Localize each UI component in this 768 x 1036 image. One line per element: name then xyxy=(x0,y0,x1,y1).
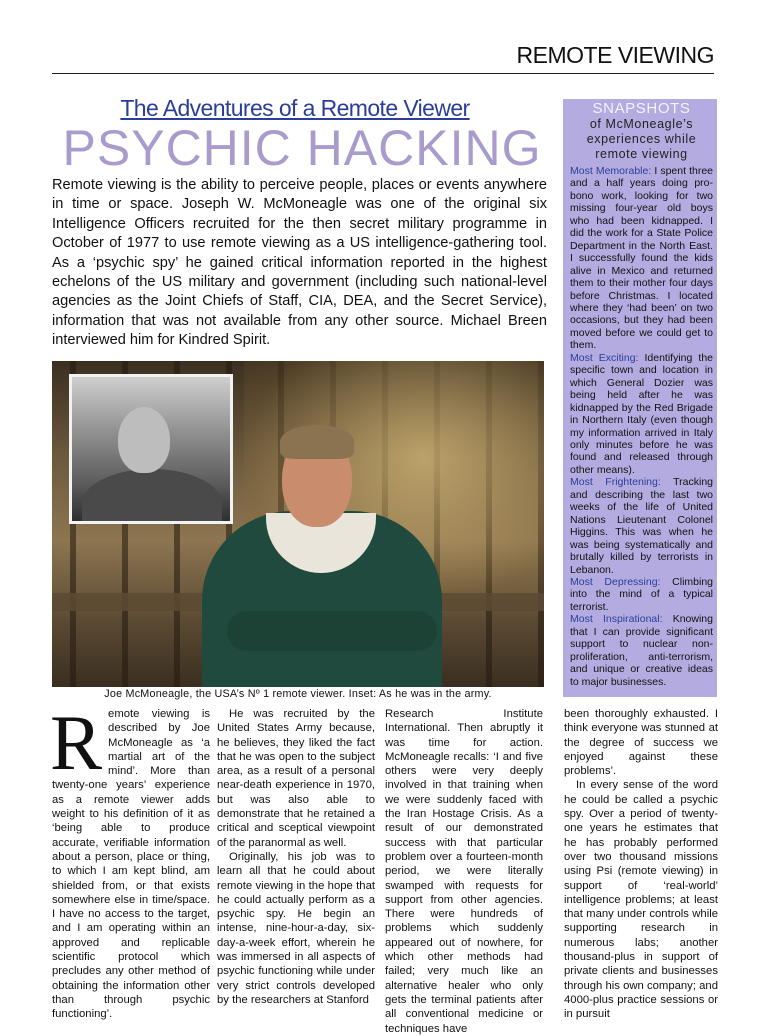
photo-caption: Joe McMoneagle, the USA’s Nº 1 remote viewer. Inset: As he was in the army. xyxy=(104,688,492,700)
sidebar-item-label: Most Frightening: xyxy=(570,476,661,489)
body-paragraph: In every sense of the word he could be called a psychic spy. Over a period of twenty-one years he estimates that he has probably performed over two thousand missions using Psi (remote viewing) in support of ‘real-world’ intelligence problems; at least that many under controls while supporting research in numerous labs; another thousand-plus in support of private clients and businesses through his own company; and 4000-plus practice sessions or in pursuit xyxy=(564,779,718,1021)
drop-cap: R xyxy=(50,699,103,786)
sidebar-item-depressing xyxy=(570,576,713,613)
article-standfirst: Remote viewing is the ability to perceive people, places or events anywhere in time or space. Joseph W. McMoneagle was one of the original six Intelligence Officers recruited for the then secret military programme in October of 1977 to use remote viewing as a US intelligence-gathering tool. As a ‘psychic spy’ he gained critical information reported in the highest echelons of the US military and government (including such national-level agencies as the Joint Chiefs of Staff, CIA, DEA, and the Secret Service), information that was not available from any other source. Michael Breen interviewed him for Kindred Spirit. xyxy=(52,177,547,349)
inset-image xyxy=(72,377,230,521)
body-column-2 xyxy=(217,707,375,1007)
sidebar-item-memorable xyxy=(570,165,713,352)
sidebar-title: SNAPSHOTS xyxy=(592,100,691,117)
sidebar-item-label: Most Memorable: xyxy=(570,165,652,177)
article-headline: PSYCHIC HACKING xyxy=(62,120,542,176)
body-column-3 xyxy=(385,707,543,1036)
body-paragraph: been thoroughly exhausted. I think everyone was stunned at the degree of success we enjoyed against these problems’. xyxy=(564,708,718,778)
header-rule xyxy=(52,73,714,74)
snapshots-sidebar xyxy=(563,99,717,697)
inset-face xyxy=(118,407,170,473)
man-hair xyxy=(280,425,354,459)
main-photo xyxy=(52,361,544,687)
sidebar-item-text: I spent three and a half years doing pro-bono work, looking for two missing four-year old boys who had been kidnapped. I did the work for a State Police Department in the North East. I successfully found the kids alive in Mexico and returned them to their mother four days before Christmas. I located where they ‘had been’ on two occasions, but they had been moved before we could get to them. xyxy=(570,165,713,352)
sidebar-item-label: Most Inspirational: xyxy=(570,613,663,626)
sidebar-body xyxy=(570,165,713,688)
sidebar-item-inspirational xyxy=(570,613,713,688)
sidebar-item-label: Most Exciting: xyxy=(570,351,639,364)
body-paragraph: He was recruited by the United States Army because, he believes, they liked the fact that he was open to the subject area, as a result of a personal near-death experience in 1970, but was also able to demonstrate that he retained a critical and sceptical viewpoint of the paranormal as well. xyxy=(217,708,375,849)
sidebar-item-label: Most Depressing: xyxy=(570,575,661,588)
inset-army-photo xyxy=(69,374,233,524)
sidebar-item-text: Identifying the specific town and location in which General Dozier was being held after he was kidnapped by the Red Brigade in Northern Italy (even though my information arrived in Italy only minutes before he was found and released through other means). xyxy=(570,351,713,476)
article-kicker: The Adventures of a Remote Viewer xyxy=(120,95,470,121)
sidebar-item-text: Tracking and describing the last two weeks of the life of United Nations Lieutenant Colonel Higgins. This was when he was being systematically and brutally killed by terrorists in Lebanon. xyxy=(570,476,713,576)
sidebar-item-exciting xyxy=(570,352,713,477)
inset-uniform xyxy=(82,469,222,521)
body-column-4 xyxy=(564,707,718,1022)
sidebar-subtitle: of McMoneagle’s experiences while remote viewing xyxy=(586,117,697,161)
body-paragraph: emote viewing is described by Joe McMoneagle as ‘a martial art of the mind’. More than twenty-one years’ experience as a remote viewer adds weight to his definition of it as ‘being able to produce accurate, verifiable information about a person, place or thing, to which I am kept blind, am shielded from, or that exists somewhere else in time/space. I have no access to the target, and I am operating within an approved and replicable scientific protocol which precludes any other method of obtaining the information other than through psychic functioning’. xyxy=(52,708,210,1021)
sidebar-item-text: Knowing that I can provide significant support to nuclear non-proliferation, anti-terrorism, and unique or creative ideas to major businesses. xyxy=(570,613,713,688)
body-column-1 xyxy=(50,699,210,1022)
sidebar-item-text: Climbing into the mind of a typical terrorist. xyxy=(570,575,713,613)
body-paragraph: Originally, his job was to learn all that he could about remote viewing in the hope that he could actually perform as a psychic spy. He begin an intense, nine-hour-a-day, six-day-a-week effort, wherein he was immersed in all aspects of psychic functioning while under very strict controls developed by the researchers at Stanford xyxy=(217,850,375,1006)
sidebar-item-frightening xyxy=(570,476,713,576)
man-folded-arms xyxy=(227,611,437,651)
section-title: REMOTE VIEWING xyxy=(516,42,714,68)
body-paragraph: Research Institute International. Then abruptly it was time for action. McMoneagle recalls: ‘I and five others were very deeply involved in that training when we were suddenly faced with the Iran Hostage Crisis. As a result of our demonstrated success with that particular problem over a fourteen-month period, we were literally swamped with requests for support from other agencies. There were hundreds of problems which suddenly appeared out of nowhere, for which other methods had failed; very much like an alternative healer who only gets the terminal patients after all conventional medicine or techniques have xyxy=(385,708,543,1035)
